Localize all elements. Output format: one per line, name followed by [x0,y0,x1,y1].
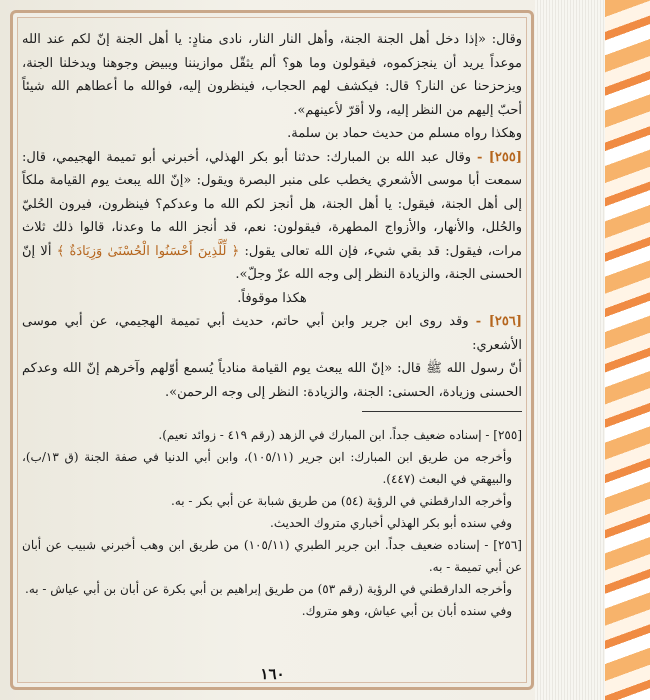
footnote-255-line2: وأخرجه من طريق ابن المبارك: ابن جرير (١٠٥/١١)، وابن أبي الدنيا في صفة الجنة (ق ١٣/ب)، والبيهقي في البعث (٤٤٧). [22,450,512,486]
hadith-number-255: [٢٥٥] - [477,149,522,165]
footnote-256-line2: وأخرجه الدارقطني في الرؤية (رقم ٥٣) من طريق إبراهيم بن أبي بكرة عن أبان بن أبي عياش - به. [25,582,512,596]
footnote-256-line3: وفي سنده أبان بن أبي عياش، وهو متروك. [301,604,512,618]
footnote-255-line3: وأخرجه الدارقطني في الرؤية (٥٤) من طريق شبابة عن أبي بكر - به. [171,494,512,508]
hadith-paragraph-1: وقال: «إذا دخل أهل الجنة الجنة، وأهل النار النار، نادى منادٍ: يا أهل الجنة إنّ لكم عند الله موعداً يريد أن ينجزكموه، فيقولون وما هو؟ ألم يثقّل موازيننا ويبيض وجوهنا ويدخلنا الجنة، ويزحزحنا عن النار؟ قال: فيكشف لهم الحجاب، فينظرون إليه، فوالله ما أعطاهم الله شيئاً أحبّ إليهم من النظر إليه، ولا أقرّ لأعينهم». [22,32,522,118]
narration-note: وهكذا رواه مسلم من حديث حماد بن سلمة. [287,126,522,141]
hadith-255 [22,146,522,287]
footnote-divider [362,411,522,412]
page-content [22,28,522,622]
hadith-number-256: [٢٥٦] - [475,314,522,329]
page-number: ١٦٠ [260,665,285,683]
hadith-255-text: وقال عبد الله بن المبارك: حدثنا أبو بكر الهذلي، أخبرني أبو تميمة الهجيمي، قال: سمعت أبا موسى الأشعري يخطب على منبر البصرة ويقول: «إنّ الله يبعث يوم القيامة ملكاً إلى أهل الجنة، فيقول: يا أهل الجنة، هل أنجز لكم الله ما وعدكم؟ فينظرون، فيرون الحُليّ والحُلل، والأنهار، والأزواج المطهرة، فيقولون: نعم، قد أنجز الله ما وعدنا، قالوا ذلك ثلاث مرات، فيقول: قد بقي شيء، فإن الله تعالى يقول: [22,149,522,259]
quran-verse: ﴿ لِّلَّذِينَ أَحْسَنُوا الْحُسْنَىٰ وَزِيَادَةٌ ﴾ [56,243,240,259]
footnote-255-line1: [٢٥٥] - إسناده ضعيف جداً. ابن المبارك في الزهد (رقم ٤١٩ - زوائد نعيم). [158,428,522,442]
hadith-256 [22,310,522,357]
hadith-256-text: وقد روى ابن جرير وابن أبي حاتم، حديث أبي تميمة الهجيمي، عن أبي موسى الأشعري: [22,314,522,353]
footnote-256-line1: [٢٥٦] - إسناده ضعيف جداً. ابن جرير الطبري (١٠٥/١١) من طريق ابن وهب أخبرني شبيب عن أبان عن أبي تميمة - به. [22,538,522,574]
book-pages-edge [535,0,605,700]
hadith-256-body: أنّ رسول الله ﷺ قال: «إنّ الله يبعث يوم القيامة منادياً يُسمع أوّلهم وآخرهم إنّ الله وعدكم الحسنى وزيادة، الحسنى: الجنة، والزيادة: النظر إلى وجه الرحمن». [22,361,522,400]
hadith-255-tail: ألا إنّ الحسنى الجنة، والزيادة النظر إلى وجه الله عزّ وجلّ». [22,243,522,282]
mawquf-note: هكذا موقوفاً. [237,290,307,306]
book-cover-edge [605,0,650,700]
footnote-255-line4: وفي سنده أبو بكر الهذلي أخباري متروك الحديث. [270,516,512,530]
